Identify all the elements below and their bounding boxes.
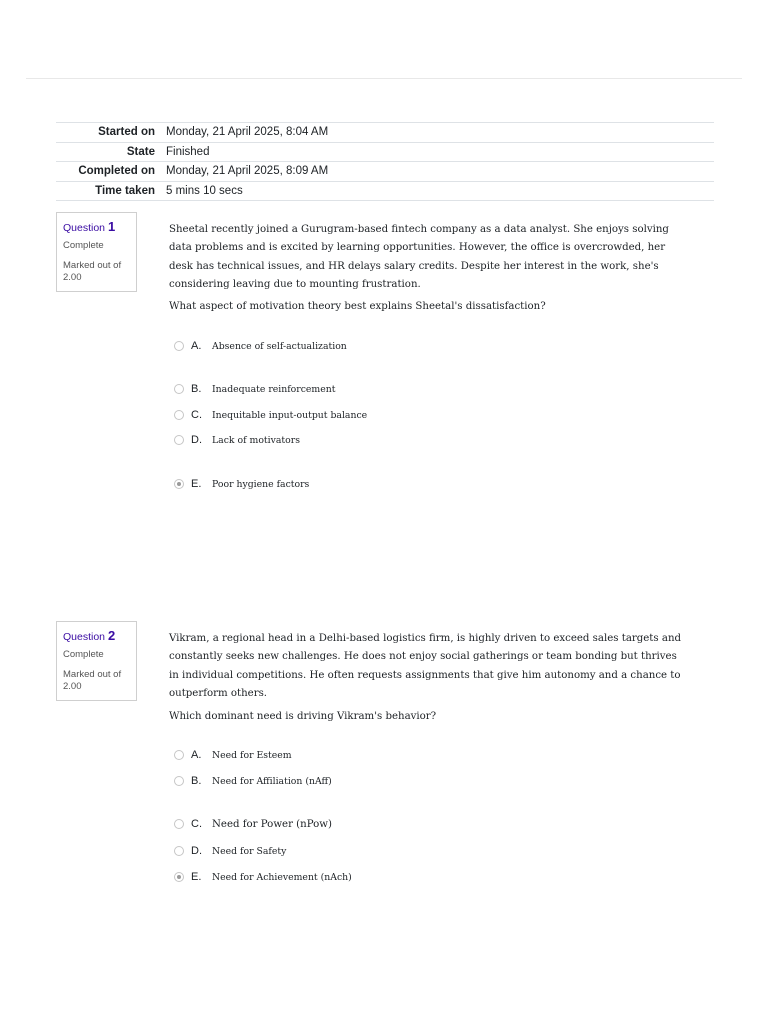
option-letter: E. [191, 478, 202, 490]
question-state: Complete [63, 649, 104, 660]
answer-option[interactable] [174, 408, 367, 422]
option-text: Absence of self-actualization [212, 340, 347, 352]
option-text: Poor hygiene factors [212, 478, 310, 490]
summary-label: Time taken [95, 184, 155, 197]
question-number [63, 628, 130, 643]
radio-button[interactable] [174, 750, 184, 760]
summary-value: Monday, 21 April 2025, 8:09 AM [166, 165, 329, 178]
answer-option[interactable] [174, 844, 286, 858]
option-text: Inequitable input-output balance [212, 409, 368, 421]
question-text: Vikram, a regional head in a Delhi-based logistics firm, is highly driven to exceed sales targets and constantly seeks new challenges. He does not enjoy social gatherings or team bonding but thrives in individual competitions. He often requests assignments that give him autonomy and a chance to outperform others. [169, 633, 682, 699]
option-text: Need for Esteem [212, 749, 292, 761]
option-letter: A. [191, 749, 202, 761]
option-letter: D. [191, 845, 202, 857]
summary-row-time-taken [56, 182, 714, 202]
summary-label: State [126, 145, 155, 158]
question-number [63, 219, 130, 234]
summary-row-started [56, 123, 714, 143]
option-letter: A. [191, 340, 202, 352]
answer-option-selected[interactable] [174, 870, 352, 884]
radio-button[interactable] [174, 410, 184, 420]
summary-value: Monday, 21 April 2025, 8:04 AM [166, 126, 329, 139]
answer-option[interactable] [174, 382, 335, 396]
answer-option-selected[interactable] [174, 477, 309, 491]
question-prompt: Which dominant need is driving Vikram's behavior? [169, 711, 437, 722]
radio-button[interactable] [174, 819, 184, 829]
option-text: Need for Achievement (nAch) [212, 871, 352, 883]
question-label: Question [63, 222, 106, 234]
answer-option[interactable] [174, 433, 300, 447]
option-text: Lack of motivators [212, 434, 300, 446]
option-text: Need for Power (nPow) [212, 818, 332, 830]
summary-value: 5 mins 10 secs [166, 184, 243, 197]
summary-row-state [56, 143, 714, 163]
radio-button[interactable] [174, 846, 184, 856]
radio-button[interactable] [174, 384, 184, 394]
option-letter: C. [191, 409, 202, 421]
option-text: Need for Safety [212, 845, 287, 857]
answer-option[interactable] [174, 748, 292, 762]
summary-label: Started on [98, 126, 155, 139]
option-letter: B. [191, 775, 202, 787]
summary-row-completed [56, 162, 714, 182]
option-text: Need for Affiliation (nAff) [212, 775, 332, 787]
summary-value: Finished [166, 145, 210, 158]
question-number-value: 1 [107, 219, 116, 234]
question-prompt: What aspect of motivation theory best explains Sheetal's dissatisfaction? [169, 301, 546, 312]
attempt-summary-table [56, 122, 714, 201]
radio-button[interactable] [174, 776, 184, 786]
summary-label: Completed on [78, 165, 155, 178]
radio-button[interactable] [174, 435, 184, 445]
answer-option[interactable] [174, 817, 332, 831]
radio-button-checked[interactable] [174, 872, 184, 882]
question-info-box [56, 621, 137, 701]
radio-button-checked[interactable] [174, 479, 184, 489]
option-letter: D. [191, 434, 202, 446]
question-text: Sheetal recently joined a Gurugram-based fintech company as a data analyst. She enjoys solving data problems and is excited by learning opportunities. However, the office is overcrowded, her desk has technical issues, and HR delays salary credits. Despite her interest in the work, she's considering leaving due to mounting frustration. [169, 224, 669, 290]
option-letter: E. [191, 871, 202, 883]
answer-option[interactable] [174, 339, 347, 353]
question-state: Complete [63, 240, 104, 251]
radio-button[interactable] [174, 341, 184, 351]
question-number-value: 2 [107, 628, 116, 643]
header-divider [26, 78, 742, 79]
answer-option[interactable] [174, 774, 332, 788]
question-grade: Marked out of 2.00 [63, 669, 122, 692]
question-grade: Marked out of 2.00 [63, 260, 122, 283]
option-letter: B. [191, 383, 202, 395]
option-text: Inadequate reinforcement [212, 383, 336, 395]
option-letter: C. [191, 818, 202, 830]
question-label: Question [63, 631, 106, 643]
question-info-box [56, 212, 137, 292]
